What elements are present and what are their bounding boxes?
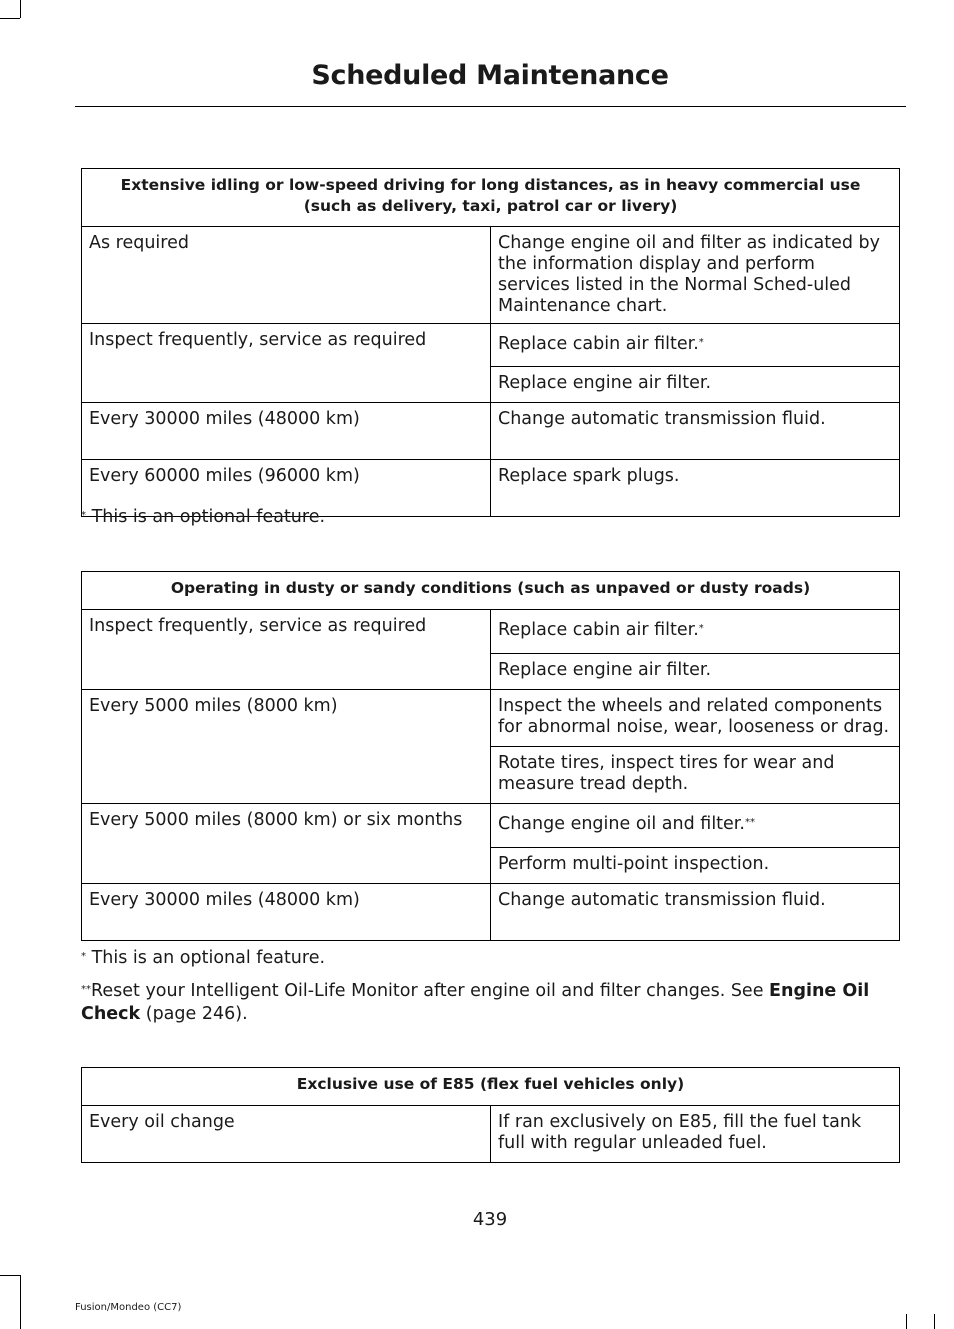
- table-row: [82, 884, 900, 941]
- crop-mark: [0, 18, 20, 19]
- crop-mark: [906, 1314, 907, 1329]
- interval-cell: Every oil change: [82, 1106, 491, 1163]
- table-row: [82, 690, 900, 747]
- table-row: [82, 403, 900, 460]
- footnote-optional: [81, 506, 896, 529]
- service-text: Replace cabin air filter.: [498, 620, 699, 640]
- page-title: Scheduled Maintenance: [311, 60, 669, 91]
- footnote-text: Reset your Intelligent Oil-Life Monitor after engine oil and filter changes. See: [91, 981, 770, 1001]
- maintenance-table-commercial: [81, 168, 900, 517]
- crop-mark: [20, 1275, 21, 1329]
- header-divider: [75, 106, 906, 107]
- service-cell: Change automatic transmission fluid.: [491, 884, 900, 941]
- footnote-mark: *: [698, 337, 704, 348]
- maintenance-table-dusty: [81, 571, 900, 941]
- interval-cell: Every 30000 miles (48000 km): [82, 884, 491, 941]
- service-cell: Perform multi-point inspection.: [491, 848, 900, 884]
- footnote-mark: **: [744, 817, 755, 828]
- interval-cell: As required: [82, 227, 491, 324]
- page-reference: (page 246).: [140, 1004, 248, 1024]
- table-heading: Operating in dusty or sandy conditions (such as unpaved or dusty roads): [82, 572, 900, 610]
- footnote-mark: *: [698, 623, 704, 634]
- table-header-row: [82, 1068, 900, 1106]
- service-cell: Replace engine air filter.: [491, 654, 900, 690]
- service-cell: If ran exclusively on E85, fill the fuel tank full with regular unleaded fuel.: [491, 1106, 900, 1163]
- service-cell: Inspect the wheels and related components for abnormal noise, wear, looseness or drag.: [491, 690, 900, 747]
- interval-cell: Every 5000 miles (8000 km): [82, 690, 491, 804]
- table-row: [82, 1106, 900, 1163]
- footnote-oil-life: [81, 980, 896, 1026]
- footnote-optional: [81, 947, 896, 970]
- table-heading-line: (such as delivery, taxi, patrol car or livery): [303, 197, 678, 215]
- footer-model: Fusion/Mondeo (CC7): [75, 1302, 182, 1313]
- maintenance-table-e85: [81, 1067, 900, 1163]
- service-cell: Change automatic transmission fluid.: [491, 403, 900, 460]
- interval-cell: Inspect frequently, service as required: [82, 324, 491, 403]
- interval-cell: Every 5000 miles (8000 km) or six months: [82, 804, 491, 884]
- page-number: 439: [472, 1209, 508, 1230]
- interval-cell: Every 60000 miles (96000 km): [82, 460, 491, 517]
- cross-reference-link[interactable]: Engine Oil Check: [81, 981, 870, 1024]
- service-cell: [491, 804, 900, 848]
- service-cell: Replace spark plugs.: [491, 460, 900, 517]
- crop-mark: [20, 0, 21, 18]
- footnote-text: This is an optional feature.: [86, 507, 326, 527]
- service-text: Replace cabin air filter.: [498, 334, 699, 354]
- table-heading-line: Extensive idling or low-speed driving for long distances, as in heavy commercial use: [120, 176, 861, 194]
- table-header-row: [82, 169, 900, 227]
- service-text: Change engine oil and filter.: [498, 814, 745, 834]
- service-cell: Replace engine air filter.: [491, 367, 900, 403]
- table-row: [82, 610, 900, 654]
- footnote-mark: *: [81, 951, 86, 962]
- table-heading: Exclusive use of E85 (flex fuel vehicles only): [82, 1068, 900, 1106]
- service-cell: Change engine oil and filter as indicated by the information display and perform services listed in the Normal Sched-uled Maintenance chart.: [491, 227, 900, 324]
- service-cell: [491, 610, 900, 654]
- footnote-mark: **: [81, 984, 91, 995]
- service-cell: Rotate tires, inspect tires for wear and measure tread depth.: [491, 747, 900, 804]
- table-header-row: [82, 572, 900, 610]
- table-row: [82, 324, 900, 367]
- crop-mark: [0, 1275, 20, 1276]
- crop-mark: [934, 1314, 935, 1329]
- table-heading: [82, 169, 900, 227]
- service-cell: [491, 324, 900, 367]
- interval-cell: Inspect frequently, service as required: [82, 610, 491, 690]
- footnote-mark: *: [81, 510, 86, 521]
- table-row: [82, 804, 900, 848]
- footnote-text: This is an optional feature.: [86, 948, 326, 968]
- table-row: [82, 227, 900, 324]
- interval-cell: Every 30000 miles (48000 km): [82, 403, 491, 460]
